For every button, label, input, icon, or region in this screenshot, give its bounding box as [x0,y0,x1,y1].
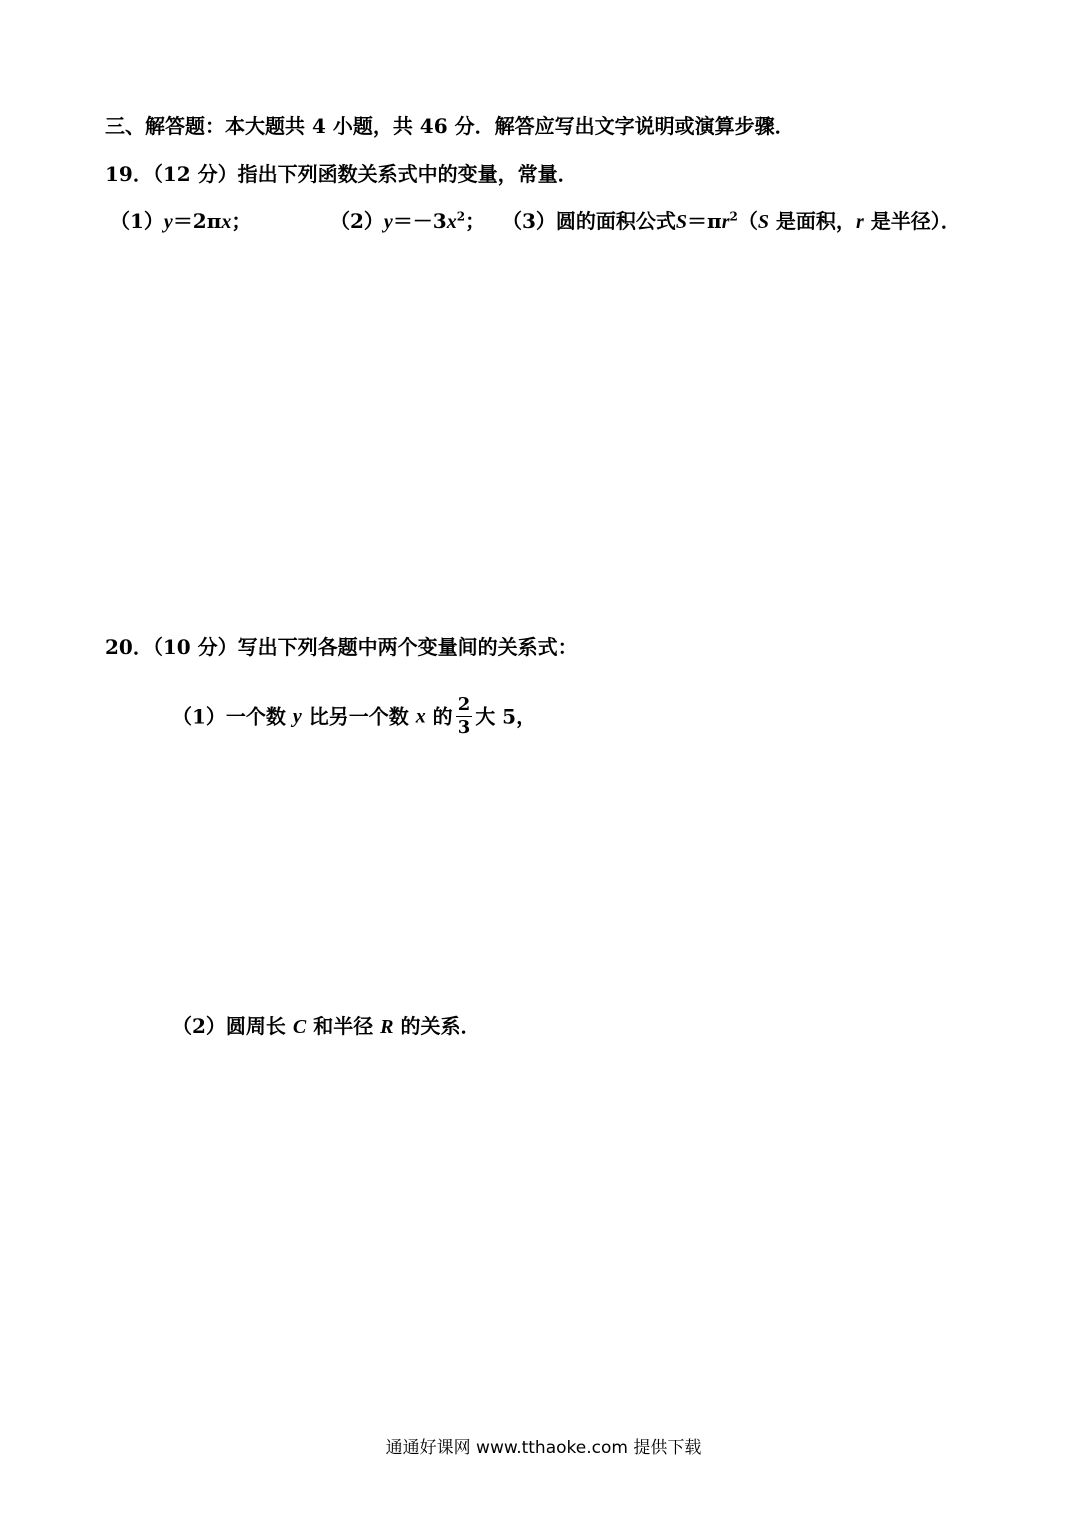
q20-part2-text-b: 和半径 [306,1014,381,1038]
q20-part1-text-a: （1）一个数 [172,704,293,729]
q20-part1-text-c: 的 [425,704,453,729]
section-heading: 三、解答题：本大题共 4 小题，共 46 分．解答应写出文字说明或演算步骤． [105,114,795,138]
q19-part1-label: （1） [110,209,164,233]
q19-part3-text1: 是面积， [768,209,856,233]
q19-part2-var-y: y [383,211,393,233]
q20-part1-var-x: x [415,705,426,728]
q19-part3-var-S2: S [757,211,769,233]
question-19-part3 [502,211,961,232]
fraction-two-thirds [456,696,473,737]
q20-part1-text-d: 大 5， [475,704,537,729]
question-19-parts [110,211,251,232]
q20-part2-text-c: 的关系． [393,1014,481,1038]
fraction-denominator: 3 [457,717,471,738]
fraction-numerator: 2 [457,694,471,715]
page-footer: 通通好课网 www.tthaoke.com 提供下载 [385,1438,702,1458]
q19-part3-var-r2: r [855,211,864,233]
q19-part1-end: ； [231,209,252,233]
q19-part3-label: （3）圆的面积公式 [502,209,676,233]
q19-part3-var-S: S [675,211,688,233]
question-20-header: 20．（10 分）写出下列各题中两个变量间的关系式： [105,635,578,659]
q19-part2-end: ； [465,209,486,233]
question-20-part2 [172,1016,480,1037]
q19-part2-var-x: x [446,211,457,233]
q19-part2-label: （2） [330,209,384,233]
question-20-part1 [172,696,536,737]
q19-part3-paren: （ [737,209,758,233]
q19-part1-mid: ＝2π [172,209,222,233]
question-19-header: 19．（12 分）指出下列函数关系式中的变量，常量． [105,162,578,186]
q20-part1-text-b: 比另一个数 [301,704,416,729]
q19-part2-exponent: 2 [456,209,466,224]
q19-part3-exponent: 2 [729,209,738,224]
q19-part3-var-r: r [721,211,730,233]
q20-part2-var-C: C [292,1016,307,1038]
q19-part3-mid: ＝π [687,209,722,233]
q20-part1-var-y: y [292,705,302,728]
q19-part1-var-y: y [163,211,173,233]
question-19-part2 [330,211,485,232]
q19-part1-var-x: x [221,211,232,233]
q20-part2-text-a: （2）圆周长 [172,1014,293,1038]
q19-part3-text2: 是半径）． [863,209,961,233]
q19-part2-mid: ＝－3 [392,209,447,233]
q20-part2-var-R: R [380,1016,394,1038]
